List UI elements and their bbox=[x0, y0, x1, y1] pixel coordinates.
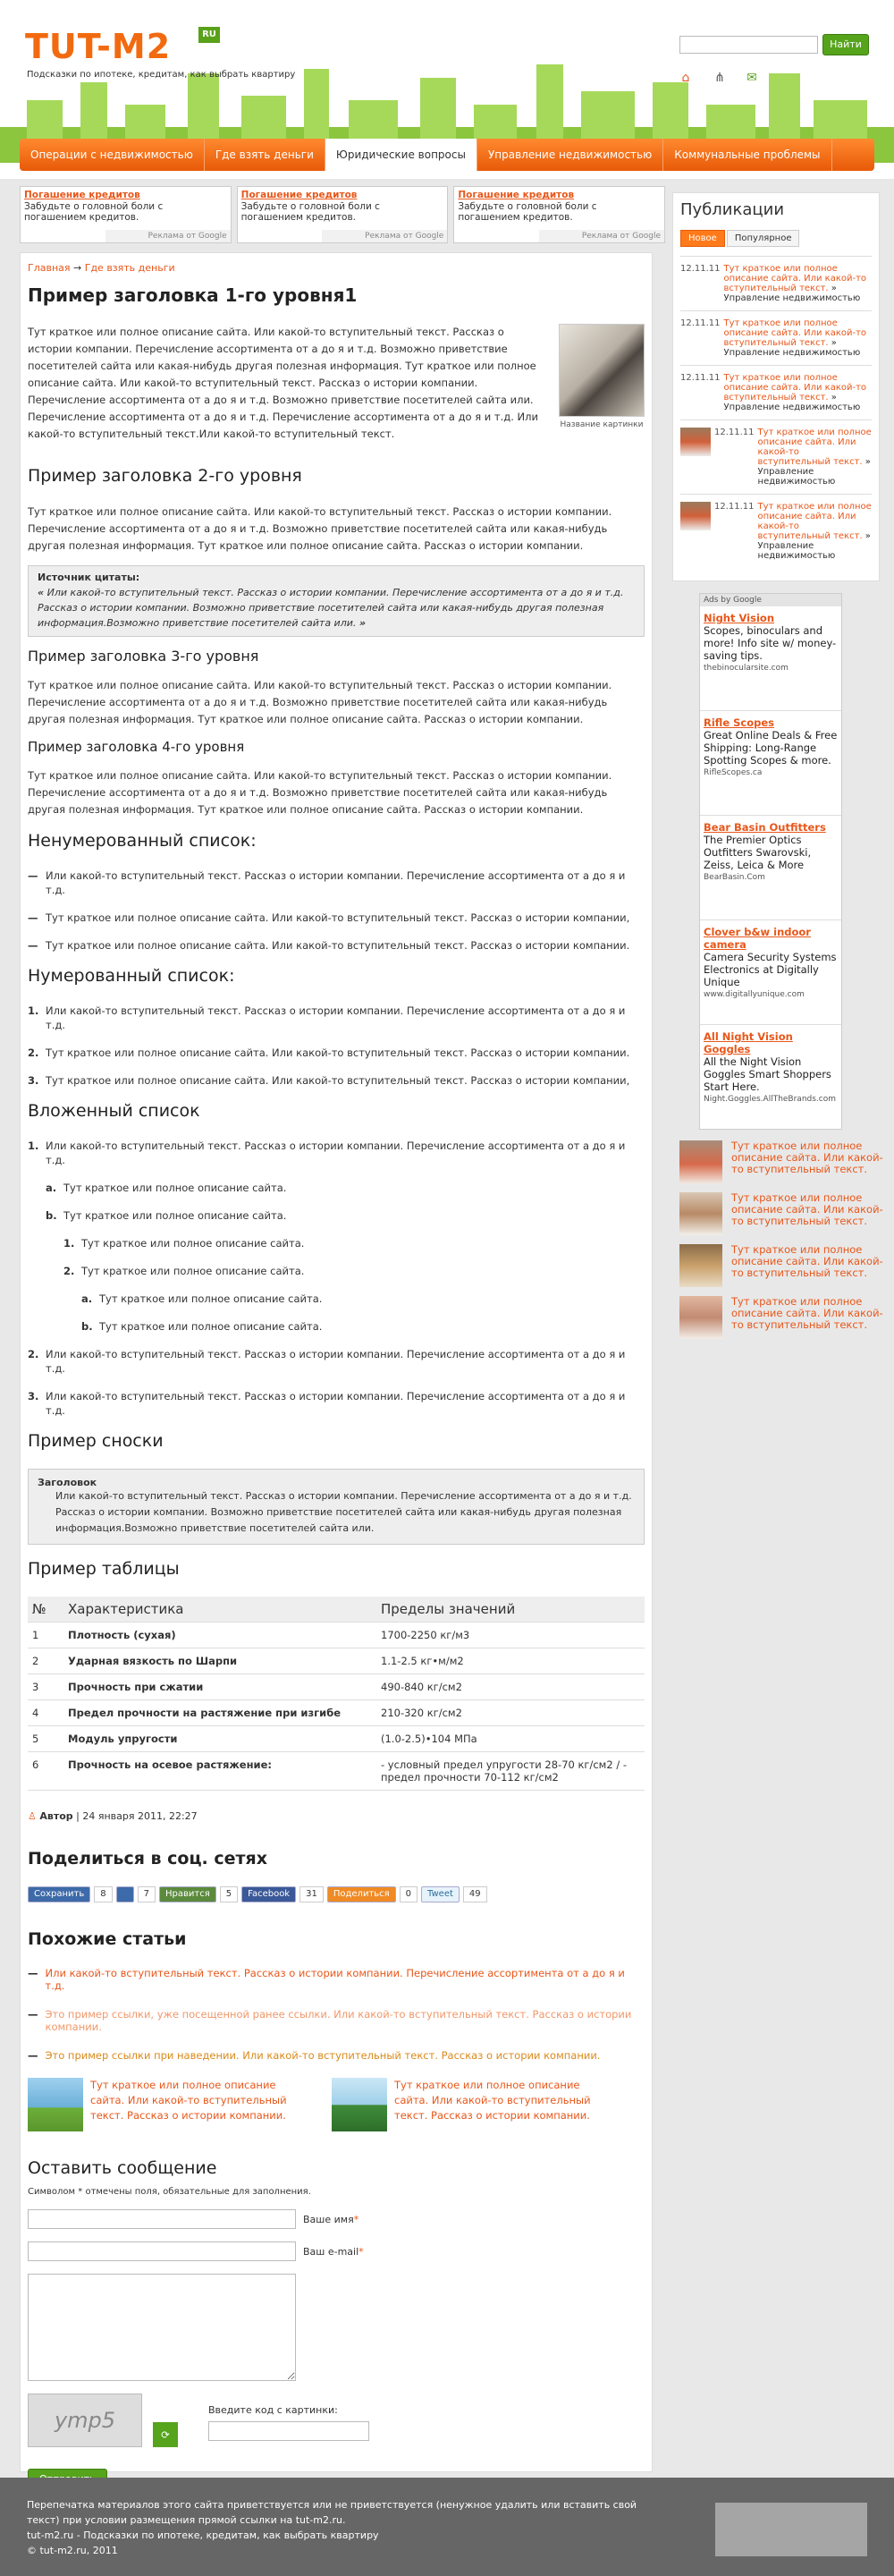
share-title: Поделиться в соц. сетях bbox=[28, 1849, 268, 1868]
list-item: 3. Тут краткое или полное описание сайта. Или какой-то вступительный текст. Рассказ о истории компании, bbox=[28, 1074, 630, 1087]
publication-category[interactable]: Управление недвижимостью bbox=[723, 402, 861, 412]
publication-thumbnail[interactable] bbox=[680, 428, 711, 456]
search-button[interactable]: Найти bbox=[822, 34, 869, 55]
refresh-captcha-icon[interactable]: ⟳ bbox=[153, 2422, 178, 2447]
publication-link[interactable]: Тут краткое или полное описание сайта. Или какой-то вступительный текст. bbox=[723, 373, 867, 402]
sitemap-icon[interactable]: ⋔ bbox=[714, 71, 725, 85]
email-input[interactable] bbox=[28, 2241, 296, 2261]
figure-caption: Название картинки bbox=[560, 420, 644, 429]
publication-link[interactable]: Тут краткое или полное описание сайта. Или какой-то вступительный текст. bbox=[723, 318, 867, 348]
publication-link[interactable]: Тут краткое или полное описание сайта. Или какой-то вступительный текст. bbox=[757, 428, 872, 467]
breadcrumb-separator: → bbox=[73, 262, 82, 274]
publication-thumbnail[interactable] bbox=[680, 502, 711, 530]
publication-date: 12.11.11 bbox=[680, 318, 721, 328]
ad-title[interactable]: Night Vision bbox=[704, 612, 775, 624]
sponsor-ad-desc: Забудьте о головной боли с погашением кредитов. bbox=[24, 201, 164, 223]
ad-item[interactable] bbox=[700, 1025, 841, 1130]
share-count: 49 bbox=[463, 1886, 487, 1902]
publication-category[interactable]: Управление недвижимостью bbox=[757, 541, 836, 561]
article-figure bbox=[559, 324, 645, 453]
name-label: Ваше имя* bbox=[303, 2213, 359, 2225]
list-item: 2. Или какой-то вступительный текст. Рассказ о истории компании. Перечисление ассортимента от а до я и т.д. bbox=[28, 1348, 626, 1375]
footer-copyright: © tut-m2.ru, 2011 bbox=[27, 2545, 118, 2556]
list-item: b. Тут краткое или полное описание сайта. bbox=[46, 1209, 287, 1222]
publication-item: 12.11.11 Тут краткое или полное описание сайта. Или какой-то вступительный текст. » Управление недвижимостью bbox=[680, 419, 872, 494]
list-item: 3. Или какой-то вступительный текст. Рассказ о истории компании. Перечисление ассортимента от а до я и т.д. bbox=[28, 1390, 626, 1417]
share-buttons bbox=[28, 1886, 645, 1902]
table-header-cell: Пределы значений bbox=[376, 1597, 645, 1623]
table-row: 3 Прочность при сжатии 490-840 кг/см2 bbox=[28, 1674, 645, 1700]
site-footer bbox=[0, 2478, 894, 2576]
publication-item: 12.11.11 Тут краткое или полное описание сайта. Или какой-то вступительный текст. » Управление недвижимостью bbox=[680, 310, 872, 365]
ad-item[interactable] bbox=[700, 920, 841, 1025]
quote-text: « Или какой-то вступительный текст. Рассказ о истории компании. Перечисление ассортимента от а до я и т.д. Рассказ о истории компании. Возможно приветствие посетителей сайта или какая-нибудь другая полезная информация.Возможно приветствие посетителей сайта или. » bbox=[38, 587, 624, 629]
sidebar-thumb-link[interactable]: Тут краткое или полное описание сайта. Или какой-то вступительный текст. bbox=[731, 1191, 883, 1227]
footnote-title: Пример сноски bbox=[28, 1431, 164, 1451]
list-item: 1. Или какой-то вступительный текст. Рассказ о истории компании. Перечисление ассортимента от а до я и т.д. bbox=[28, 1140, 626, 1166]
list-item: — Это пример ссылки при наведении. Или какой-то вступительный текст. Рассказ о истории компании. bbox=[28, 2049, 601, 2062]
related-thumbnail[interactable] bbox=[28, 2078, 83, 2131]
article-image bbox=[559, 324, 645, 417]
sponsor-ad[interactable] bbox=[237, 186, 449, 243]
related-thumb-item[interactable] bbox=[332, 2078, 600, 2131]
related-thumbnail[interactable] bbox=[332, 2078, 387, 2131]
message-textarea[interactable] bbox=[28, 2274, 296, 2381]
sidebar-thumb-item bbox=[679, 1192, 883, 1235]
nav-item-legal[interactable]: Юридические вопросы bbox=[325, 139, 477, 171]
breadcrumb bbox=[28, 262, 645, 274]
paragraph: Тут краткое или полное описание сайта. Или какой-то вступительный текст. Рассказ о истории компании. Перечисление ассортимента от а до я и т.д. Возможно приветствие посетителей сайта или какая-нибудь другая полезная информация. Тут краткое или полное описание сайта. Рассказ о истории компании. bbox=[28, 505, 612, 552]
ads-by-google-label[interactable]: Реклама от Google bbox=[322, 230, 447, 242]
sidebar-thumb-item bbox=[679, 1140, 883, 1183]
tab-popular[interactable]: Популярное bbox=[727, 230, 800, 247]
sidebar-thumb-item bbox=[679, 1296, 883, 1339]
sponsor-ad[interactable] bbox=[453, 186, 665, 243]
table-title: Пример таблицы bbox=[28, 1559, 180, 1579]
ads-head[interactable]: Ads by Google bbox=[700, 594, 841, 606]
share-button[interactable]: Поделиться bbox=[327, 1886, 396, 1902]
footer-counter-widget[interactable] bbox=[715, 2503, 867, 2556]
quote-block bbox=[28, 565, 645, 637]
footer-line: Перепечатка материалов этого сайта приветствуется или не приветствуется (ненужное удалить или вставить свой bbox=[27, 2499, 637, 2511]
sidebar-title: Публикации bbox=[680, 200, 785, 219]
ordered-list-title: Нумерованный список: bbox=[28, 966, 235, 986]
intro-paragraph: Тут краткое или полное описание сайта. Или какой-то вступительный текст. Рассказ о истории компании. Перечисление ассортимента от а до я и т.д. Возможно приветствие посетителей сайта или какая-нибудь другая полезная информация. Тут краткое или полное описание сайта. Или какой-то вступительный текст. Рассказ о истории компании. Перечисление ассортимента от а до я и т.д. Возможно приветствие посетителей сайта или. Перечисление ассортимента от а до я и т.д. Перечисление ассортимента от а до я и т.д. Или какой-то вступительный текст.Или какой-то вступительный текст. bbox=[28, 326, 538, 440]
tweet-button[interactable]: Tweet bbox=[421, 1886, 460, 1902]
list-item: 2. Тут краткое или полное описание сайта. bbox=[63, 1265, 305, 1277]
publication-date: 12.11.11 bbox=[714, 502, 755, 512]
ad-url[interactable]: BearBasin.Com bbox=[704, 873, 765, 882]
open-quote-icon: « bbox=[38, 587, 45, 598]
email-label: Ваш e-mail* bbox=[303, 2245, 364, 2258]
related-thumb-link[interactable]: Тут краткое или полное описание сайта. Или какой-то вступительный текст. Рассказ о истории компании. bbox=[90, 2079, 287, 2122]
ad-item[interactable] bbox=[700, 606, 841, 711]
footnote-body: Или какой-то вступительный текст. Рассказ о истории компании. Перечисление ассортимента от а до я и т.д. Рассказ о истории компании. Возможно приветствие посетителей сайта или какая-нибудь другая полезная информация.Возможно приветствие посетителей сайта или. bbox=[55, 1490, 632, 1534]
vk-icon[interactable] bbox=[116, 1886, 134, 1902]
related-thumb-link[interactable]: Тут краткое или полное описание сайта. Или какой-то вступительный текст. Рассказ о истории компании. bbox=[394, 2079, 591, 2122]
sidebar-thumbnail[interactable] bbox=[679, 1192, 722, 1235]
sidebar-thumbnail[interactable] bbox=[679, 1244, 722, 1287]
sponsor-ad-desc: Забудьте о головной боли с погашением кредитов. bbox=[240, 201, 380, 223]
list-item: 2. Тут краткое или полное описание сайта. Или какой-то вступительный текст. Рассказ о истории компании. bbox=[28, 1046, 630, 1059]
ad-url[interactable]: Night.Goggles.AllTheBrands.com bbox=[704, 1095, 837, 1104]
publication-category[interactable]: Управление недвижимостью bbox=[723, 348, 861, 358]
related-title: Похожие статьи bbox=[28, 1929, 187, 1949]
ad-url[interactable]: RifleScopes.ca bbox=[704, 768, 763, 777]
publication-item: 12.11.11 Тут краткое или полное описание сайта. Или какой-то вступительный текст. » Управление недвижимостью bbox=[680, 494, 872, 568]
author-icon: ♙ bbox=[28, 1810, 37, 1822]
home-icon[interactable]: ⌂ bbox=[681, 71, 690, 85]
ad-title[interactable]: Bear Basin Outfitters bbox=[704, 821, 826, 834]
list-item: 1. Или какой-то вступительный текст. Рассказ о истории компании. Перечисление ассортимента от а до я и т.д. bbox=[28, 1004, 626, 1031]
table-row: 2 Ударная вязкость по Шарпи 1.1-2.5 кг•м/м2 bbox=[28, 1648, 645, 1674]
ad-title[interactable]: Clover b&w indoor camera bbox=[704, 926, 811, 951]
nested-list-title: Вложенный список bbox=[28, 1101, 200, 1121]
unordered-list-title: Ненумерованный список: bbox=[28, 831, 257, 851]
nav-item-utilities[interactable]: Коммунальные проблемы bbox=[663, 139, 831, 171]
logo-badge: RU bbox=[198, 27, 220, 43]
heading-level-4: Пример заголовка 4-го уровня bbox=[28, 739, 245, 755]
sponsor-ad-title[interactable]: Погашение кредитов bbox=[24, 190, 140, 200]
ads-by-google-label[interactable]: Реклама от Google bbox=[539, 230, 664, 242]
list-item: — Тут краткое или полное описание сайта. Или какой-то вступительный текст. Рассказ о истории компании. bbox=[28, 939, 630, 952]
breadcrumb-section-link[interactable]: Где взять деньги bbox=[84, 262, 175, 274]
nav-item-operations[interactable]: Операции с недвижимостью bbox=[20, 139, 205, 171]
related-link-hover[interactable]: Это пример ссылки при наведении. Или какой-то вступительный текст. Рассказ о истории компании. bbox=[45, 2049, 601, 2062]
list-item: b. Тут краткое или полное описание сайта. bbox=[81, 1320, 323, 1333]
sponsor-ad-title[interactable]: Погашение кредитов bbox=[240, 190, 358, 200]
footer-line: текст) при условии размещения прямой ссылки на tut-m2.ru. bbox=[27, 2514, 346, 2526]
sidebar-thumb-item bbox=[679, 1244, 883, 1287]
related-thumbnails bbox=[28, 2078, 645, 2131]
sponsor-ad-title[interactable]: Погашение кредитов bbox=[458, 190, 575, 200]
save-button[interactable]: Сохранить bbox=[28, 1886, 90, 1902]
ad-desc: Great Online Deals & Free Shipping: Long-Range Spotting Scopes & more. bbox=[704, 729, 838, 767]
list-item: — Это пример ссылки, уже посещенной ранее ссылки. Или какой-то вступительный текст. Рассказ о истории компании. bbox=[28, 2008, 645, 2033]
facebook-button[interactable]: Facebook bbox=[241, 1886, 296, 1902]
close-quote-icon: » bbox=[358, 617, 367, 629]
footer-line: tut-m2.ru - Подсказки по ипотеке, кредитам, как выбрать квартиру bbox=[27, 2529, 379, 2541]
sponsor-ad[interactable] bbox=[20, 186, 232, 243]
heading-level-2: Пример заголовка 2-го уровня bbox=[28, 466, 302, 486]
name-input[interactable] bbox=[28, 2209, 296, 2229]
publication-date: 12.11.11 bbox=[680, 373, 721, 383]
share-count: 5 bbox=[220, 1886, 238, 1902]
ad-desc: Camera Security Systems Electronics at Digitally Unique bbox=[704, 951, 837, 988]
list-item: — Или какой-то вступительный текст. Рассказ о истории компании. Перечисление ассортимента от а до я и т.д. bbox=[28, 869, 626, 896]
article-content bbox=[20, 252, 653, 2472]
related-link[interactable]: Или какой-то вступительный текст. Рассказ о истории компании. Перечисление ассортимента от а до я и т.д. bbox=[45, 1967, 625, 1992]
captcha-input[interactable] bbox=[208, 2421, 369, 2441]
paragraph: Тут краткое или полное описание сайта. Или какой-то вступительный текст. Рассказ о истории компании. Перечисление ассортимента от а до я и т.д. Возможно приветствие посетителей сайта или какая-нибудь другая полезная информация. Тут краткое или полное описание сайта. Рассказ о истории компании. bbox=[28, 769, 612, 816]
captcha-image: ymp5 bbox=[28, 2394, 142, 2447]
table-row: 4 Предел прочности на растяжение при изгибе 210-320 кг/см2 bbox=[28, 1700, 645, 1726]
sidebar-tabs bbox=[680, 230, 872, 247]
table-row: 1 Плотность (сухая) 1700-2250 кг/м3 bbox=[28, 1623, 645, 1648]
ad-url[interactable]: thebinocularsite.com bbox=[704, 664, 789, 673]
captcha-label: Введите код с картинки: bbox=[208, 2404, 338, 2416]
main-navigation bbox=[20, 139, 874, 171]
sidebar-thumbnail[interactable] bbox=[679, 1140, 722, 1183]
sidebar-publications bbox=[672, 192, 880, 581]
paragraph: Тут краткое или полное описание сайта. Или какой-то вступительный текст. Рассказ о истории компании. Перечисление ассортимента от а до я и т.д. Возможно приветствие посетителей сайта или какая-нибудь другая полезная информация. Тут краткое или полное описание сайта. Рассказ о истории компании. bbox=[28, 679, 612, 725]
share-count: 8 bbox=[94, 1886, 112, 1902]
footnote-heading: Заголовок bbox=[38, 1477, 97, 1488]
publication-item: 12.11.11 Тут краткое или полное описание сайта. Или какой-то вступительный текст. » Управление недвижимостью bbox=[680, 256, 872, 310]
list-item: — Тут краткое или полное описание сайта. Или какой-то вступительный текст. Рассказ о истории компании, bbox=[28, 911, 630, 924]
ad-title[interactable]: Rifle Scopes bbox=[704, 716, 775, 729]
ad-desc: The Premier Optics Outfitters Swarovski, Zeiss, Leica & More bbox=[704, 834, 812, 871]
publication-date: 12.11.11 bbox=[680, 264, 721, 274]
publication-link[interactable]: Тут краткое или полное описание сайта. Или какой-то вступительный текст. bbox=[723, 264, 867, 293]
ordered-list bbox=[28, 1004, 645, 1088]
publication-link[interactable]: Тут краткое или полное описание сайта. Или какой-то вступительный текст. bbox=[757, 502, 872, 541]
sponsor-ad-desc: Забудьте о головной боли с погашением кредитов. bbox=[458, 201, 597, 223]
related-link-visited[interactable]: Это пример ссылки, уже посещенной ранее ссылки. Или какой-то вступительный текст. Рассказ о истории компании. bbox=[45, 2008, 632, 2033]
table-header-cell: Характеристика bbox=[63, 1597, 376, 1623]
sidebar-thumb-link[interactable]: Тут краткое или полное описание сайта. Или какой-то вступительный текст. bbox=[731, 1295, 883, 1331]
tab-new[interactable]: Новое bbox=[680, 230, 725, 247]
mail-icon[interactable]: ✉ bbox=[746, 71, 757, 85]
related-links bbox=[28, 1967, 645, 2062]
table-row: 5 Модуль упругости (1.0-2.5)•104 МПа bbox=[28, 1726, 645, 1752]
list-item: — Или какой-то вступительный текст. Рассказ о истории компании. Перечисление ассортимента от а до я и т.д. bbox=[28, 1967, 645, 1992]
like-button[interactable]: Нравится bbox=[159, 1886, 216, 1902]
ad-title[interactable]: All Night Vision Goggles bbox=[704, 1030, 793, 1055]
sidebar-thumb-link[interactable]: Тут краткое или полное описание сайта. Или какой-то вступительный текст. bbox=[731, 1243, 883, 1279]
search-input[interactable] bbox=[679, 36, 818, 54]
publication-item: 12.11.11 Тут краткое или полное описание сайта. Или какой-то вступительный текст. » Управление недвижимостью bbox=[680, 365, 872, 419]
share-count: 31 bbox=[299, 1886, 324, 1902]
nav-item-money[interactable]: Где взять деньги bbox=[205, 139, 325, 171]
ad-desc: Scopes, binoculars and more! Info site w/ money-saving tips. bbox=[704, 624, 837, 662]
sponsor-ads-strip bbox=[20, 186, 665, 243]
sidebar-thumb-links bbox=[679, 1140, 883, 1348]
post-date: | 24 января 2011, 22:27 bbox=[76, 1810, 198, 1822]
table-row: 6 Прочность на осевое растяжение: - условный предел упругости 28-70 кг/см2 / - предел прочности 70-112 кг/см2 bbox=[28, 1752, 645, 1791]
page-title: Пример заголовка 1-го уровня1 bbox=[28, 284, 358, 306]
publication-category[interactable]: Управление недвижимостью bbox=[723, 293, 861, 303]
share-count: 7 bbox=[138, 1886, 156, 1902]
list-item: a. Тут краткое или полное описание сайта. bbox=[46, 1182, 287, 1194]
publication-date: 12.11.11 bbox=[714, 428, 755, 437]
unordered-list bbox=[28, 869, 645, 953]
list-item: 1. Тут краткое или полное описание сайта. bbox=[63, 1237, 305, 1250]
site-header bbox=[0, 0, 894, 179]
sidebar-thumb-link[interactable]: Тут краткое или полное описание сайта. Или какой-то вступительный текст. bbox=[731, 1140, 883, 1175]
breadcrumb-home-link[interactable]: Главная bbox=[28, 262, 71, 274]
publication-category[interactable]: Управление недвижимостью bbox=[757, 467, 836, 487]
share-count: 0 bbox=[400, 1886, 417, 1902]
ad-url[interactable]: www.digitallyunique.com bbox=[704, 990, 805, 999]
footnote-block bbox=[28, 1469, 645, 1545]
ads-by-google-label[interactable]: Реклама от Google bbox=[105, 230, 231, 242]
ad-desc: All the Night Vision Goggles Smart Shoppers Start Here. bbox=[704, 1055, 831, 1093]
quote-source: Источник цитаты: bbox=[38, 572, 140, 583]
post-meta bbox=[28, 1810, 645, 1822]
site-logo[interactable]: TUT-M2 bbox=[25, 27, 172, 66]
ad-item[interactable] bbox=[700, 816, 841, 920]
comment-form-title: Оставить сообщение bbox=[28, 2158, 217, 2178]
nav-item-management[interactable]: Управление недвижимостью bbox=[477, 139, 663, 171]
ad-item[interactable] bbox=[700, 711, 841, 816]
table-header-row bbox=[28, 1597, 645, 1623]
properties-table bbox=[28, 1597, 645, 1791]
related-thumb-item[interactable] bbox=[28, 2078, 296, 2131]
site-tagline: Подсказки по ипотеке, кредитам, как выбрать квартиру bbox=[27, 70, 296, 80]
table-header-cell: № bbox=[28, 1597, 63, 1623]
required-note: Символом * отмечены поля, обязательные для заполнения. bbox=[28, 2187, 311, 2197]
nested-list bbox=[28, 1139, 645, 1418]
google-ads-block bbox=[699, 593, 842, 1130]
author-link[interactable]: Автор bbox=[39, 1810, 73, 1822]
heading-level-3: Пример заголовка 3-го уровня bbox=[28, 648, 259, 665]
list-item: a. Тут краткое или полное описание сайта. bbox=[81, 1292, 323, 1305]
sidebar-thumbnail[interactable] bbox=[679, 1296, 722, 1339]
